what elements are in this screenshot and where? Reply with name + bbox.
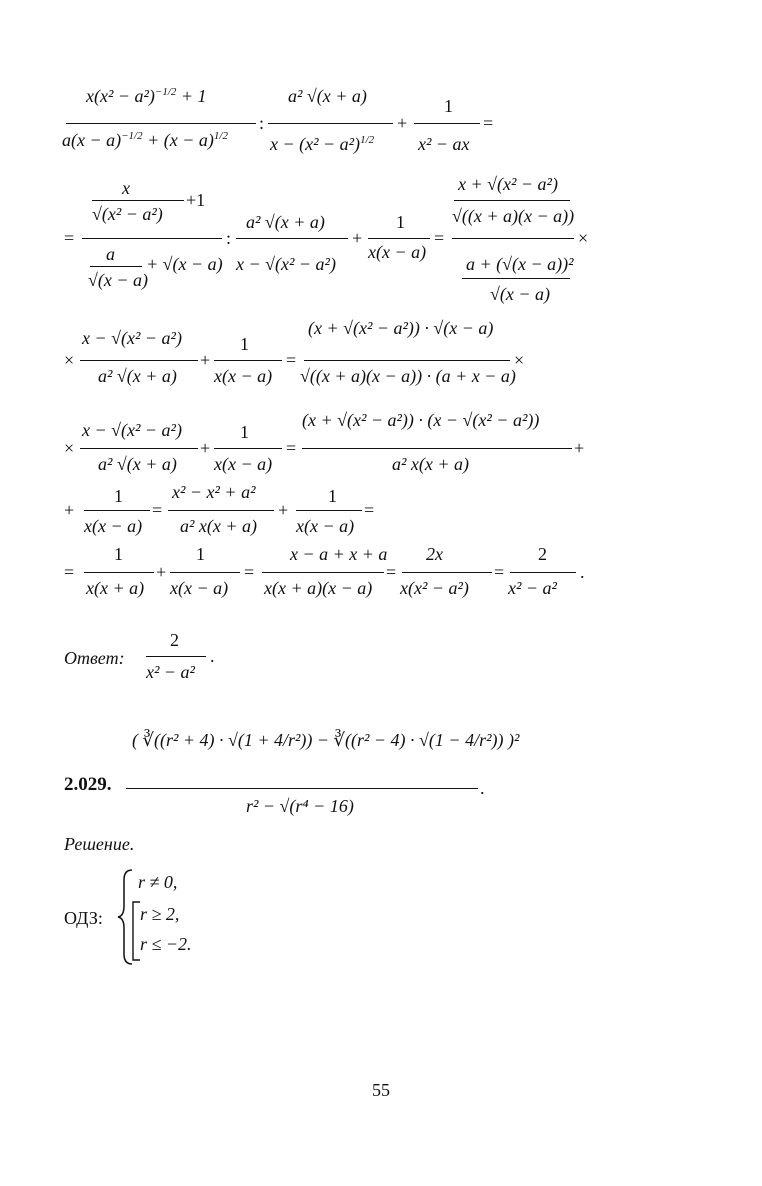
equals-sign: = xyxy=(483,113,494,133)
period: . xyxy=(580,562,585,582)
equation-6-den-5: x² − a² xyxy=(508,578,557,598)
fraction-bar xyxy=(236,238,348,239)
problem-number: 2.029. xyxy=(64,774,112,795)
equation-5-num-middle: x² − x² + a² xyxy=(172,482,256,502)
equation-1-numerator-middle: a² √(x + a) xyxy=(288,86,367,106)
equation-2-right-sqrt: √((x + a)(x − a)) xyxy=(452,206,575,226)
domain-condition-3: r ≤ −2. xyxy=(140,934,192,954)
fraction-bar xyxy=(84,510,150,511)
fraction-bar xyxy=(302,448,572,449)
equation-5-den-right: x(x − a) xyxy=(296,516,355,536)
fraction-bar xyxy=(402,572,492,573)
equals-sign: = xyxy=(152,500,163,520)
equals-sign: = xyxy=(244,562,255,582)
equation-3-num-one: 1 xyxy=(240,334,249,354)
fraction-bar xyxy=(262,572,384,573)
plus-sign: + xyxy=(397,113,408,133)
fraction-bar xyxy=(304,360,510,361)
times-sign: × xyxy=(578,228,589,248)
equation-6-den-4: x(x² − a²) xyxy=(400,578,469,598)
fraction-bar xyxy=(146,656,206,657)
equation-2-den-x-xa: x(x − a) xyxy=(368,242,427,262)
plus-sign: + xyxy=(574,438,585,458)
equation-4-num-right: (x + √(x² − a²)) · (x − √(x² − a²)) xyxy=(302,410,540,430)
equation-2-middle-num: a² √(x + a) xyxy=(246,212,325,232)
solution-label: Решение. xyxy=(64,834,135,854)
equation-2-inner-sqrt: √(x² − a²) xyxy=(92,204,163,224)
fraction-bar xyxy=(168,510,274,511)
divide-colon: : xyxy=(226,228,232,248)
fraction-bar xyxy=(454,200,570,201)
equation-1-denominator-middle: $x - (x^2 - a^2)^{1/2}$ xyxy=(270,134,375,154)
equation-4-den-right: a² x(x + a) xyxy=(392,454,470,474)
equation-5-den-left: x(x − a) xyxy=(84,516,143,536)
domain-condition-1: r ≠ 0, xyxy=(138,872,178,892)
times-sign: × xyxy=(514,350,525,370)
equation-3-den-middle: x(x − a) xyxy=(214,366,273,386)
domain-label: ОДЗ: xyxy=(64,908,103,928)
fraction-bar xyxy=(90,266,142,267)
fraction-bar xyxy=(462,278,570,279)
equation-4-den-left: a² √(x + a) xyxy=(98,454,177,474)
answer-numerator: 2 xyxy=(170,630,179,650)
fraction-bar xyxy=(126,788,478,789)
equals-sign: = xyxy=(286,438,297,458)
problem-period: . xyxy=(480,778,485,798)
fraction-bar xyxy=(66,123,256,124)
equation-6-num-1: 1 xyxy=(114,544,123,564)
fraction-bar xyxy=(368,238,430,239)
equals-sign: = xyxy=(64,562,75,582)
equation-2-right-top: x + √(x² − a²) xyxy=(458,174,558,194)
equals-sign: = xyxy=(494,562,505,582)
fraction-bar xyxy=(80,448,198,449)
page-number: 55 xyxy=(372,1080,390,1100)
equals-sign: = xyxy=(364,500,375,520)
equation-1-denominator-right: x² − ax xyxy=(418,134,470,154)
equation-2-middle-den: x − √(x² − a²) xyxy=(236,254,336,274)
equation-1-numerator-right: 1 xyxy=(444,96,453,116)
fraction-bar xyxy=(296,510,362,511)
equation-2-inner-a: a xyxy=(106,244,115,264)
equation-6-num-4: 2x xyxy=(426,544,443,564)
equation-2-one: 1 xyxy=(396,212,405,232)
equation-5-den-middle: a² x(x + a) xyxy=(180,516,258,536)
equation-3-den-right: √((x + a)(x − a)) · (a + x − a) xyxy=(300,366,516,386)
plus-sign: + xyxy=(200,350,211,370)
fraction-bar xyxy=(80,360,198,361)
equation-1-denominator-left: $a(x - a)^{-1/2} + (x - a)^{1/2}$ xyxy=(62,130,228,150)
fraction-bar xyxy=(84,572,154,573)
problem-numerator: ( ∛((r² + 4) · √(1 + 4/r²)) − ∛((r² − 4) · √(1 − 4/r²)) )² xyxy=(132,730,520,750)
times-sign: × xyxy=(64,438,75,458)
equation-2-right-sqrt-den: √(x − a) xyxy=(490,284,551,304)
times-sign: × xyxy=(64,350,75,370)
equation-4-den-middle: x(x − a) xyxy=(214,454,273,474)
fraction-bar xyxy=(92,200,184,201)
equals-sign: = xyxy=(434,228,445,248)
equals-sign: = xyxy=(386,562,397,582)
equation-3-num-right: (x + √(x² − a²)) · √(x − a) xyxy=(308,318,494,338)
equation-3-den-left: a² √(x + a) xyxy=(98,366,177,386)
equation-5-num-one: 1 xyxy=(114,486,123,506)
equation-2-inner-x: x xyxy=(122,178,130,198)
equation-6-den-2: x(x − a) xyxy=(170,578,229,598)
fraction-bar xyxy=(414,123,480,124)
equation-5-num-one-right: 1 xyxy=(328,486,337,506)
plus-sign: + xyxy=(156,562,167,582)
answer-period: . xyxy=(210,646,215,666)
plus-one: +1 xyxy=(186,190,206,210)
plus-sign: + xyxy=(64,500,75,520)
fraction-bar xyxy=(214,360,282,361)
fraction-bar xyxy=(268,123,393,124)
equation-6-num-3: x − a + x + a xyxy=(290,544,388,564)
equation-2-inner-sqrt-den: √(x − a) xyxy=(88,270,149,290)
equation-2-right-den: a + (√(x − a))² xyxy=(466,254,574,274)
fraction-bar xyxy=(82,238,222,239)
equation-6-num-2: 1 xyxy=(196,544,205,564)
equation-6-num-5: 2 xyxy=(538,544,547,564)
plus-sign: + xyxy=(352,228,363,248)
problem-denominator: r² − √(r⁴ − 16) xyxy=(246,796,354,816)
equation-4-num-one: 1 xyxy=(240,422,249,442)
equals-sign: = xyxy=(64,228,75,248)
equation-4-num-left: x − √(x² − a²) xyxy=(82,420,182,440)
plus-sign: + xyxy=(278,500,289,520)
fraction-bar xyxy=(510,572,576,573)
equation-6-den-3: x(x + a)(x − a) xyxy=(264,578,373,598)
equation-1-numerator-left: $x(x^2 - a^2)^{-1/2} + 1$ xyxy=(86,86,207,106)
answer-denominator: x² − a² xyxy=(146,662,195,682)
fraction-bar xyxy=(214,448,282,449)
equation-2-plus-sqrt: + √(x − a) xyxy=(146,254,223,274)
equals-sign: = xyxy=(286,350,297,370)
equation-3-num-left: x − √(x² − a²) xyxy=(82,328,182,348)
fraction-bar xyxy=(170,572,240,573)
plus-sign: + xyxy=(200,438,211,458)
divide-colon: : xyxy=(259,113,265,133)
equation-6-den-1: x(x + a) xyxy=(86,578,145,598)
fraction-bar xyxy=(452,238,574,239)
domain-condition-2: r ≥ 2, xyxy=(140,904,180,924)
answer-label: Ответ: xyxy=(64,648,125,668)
